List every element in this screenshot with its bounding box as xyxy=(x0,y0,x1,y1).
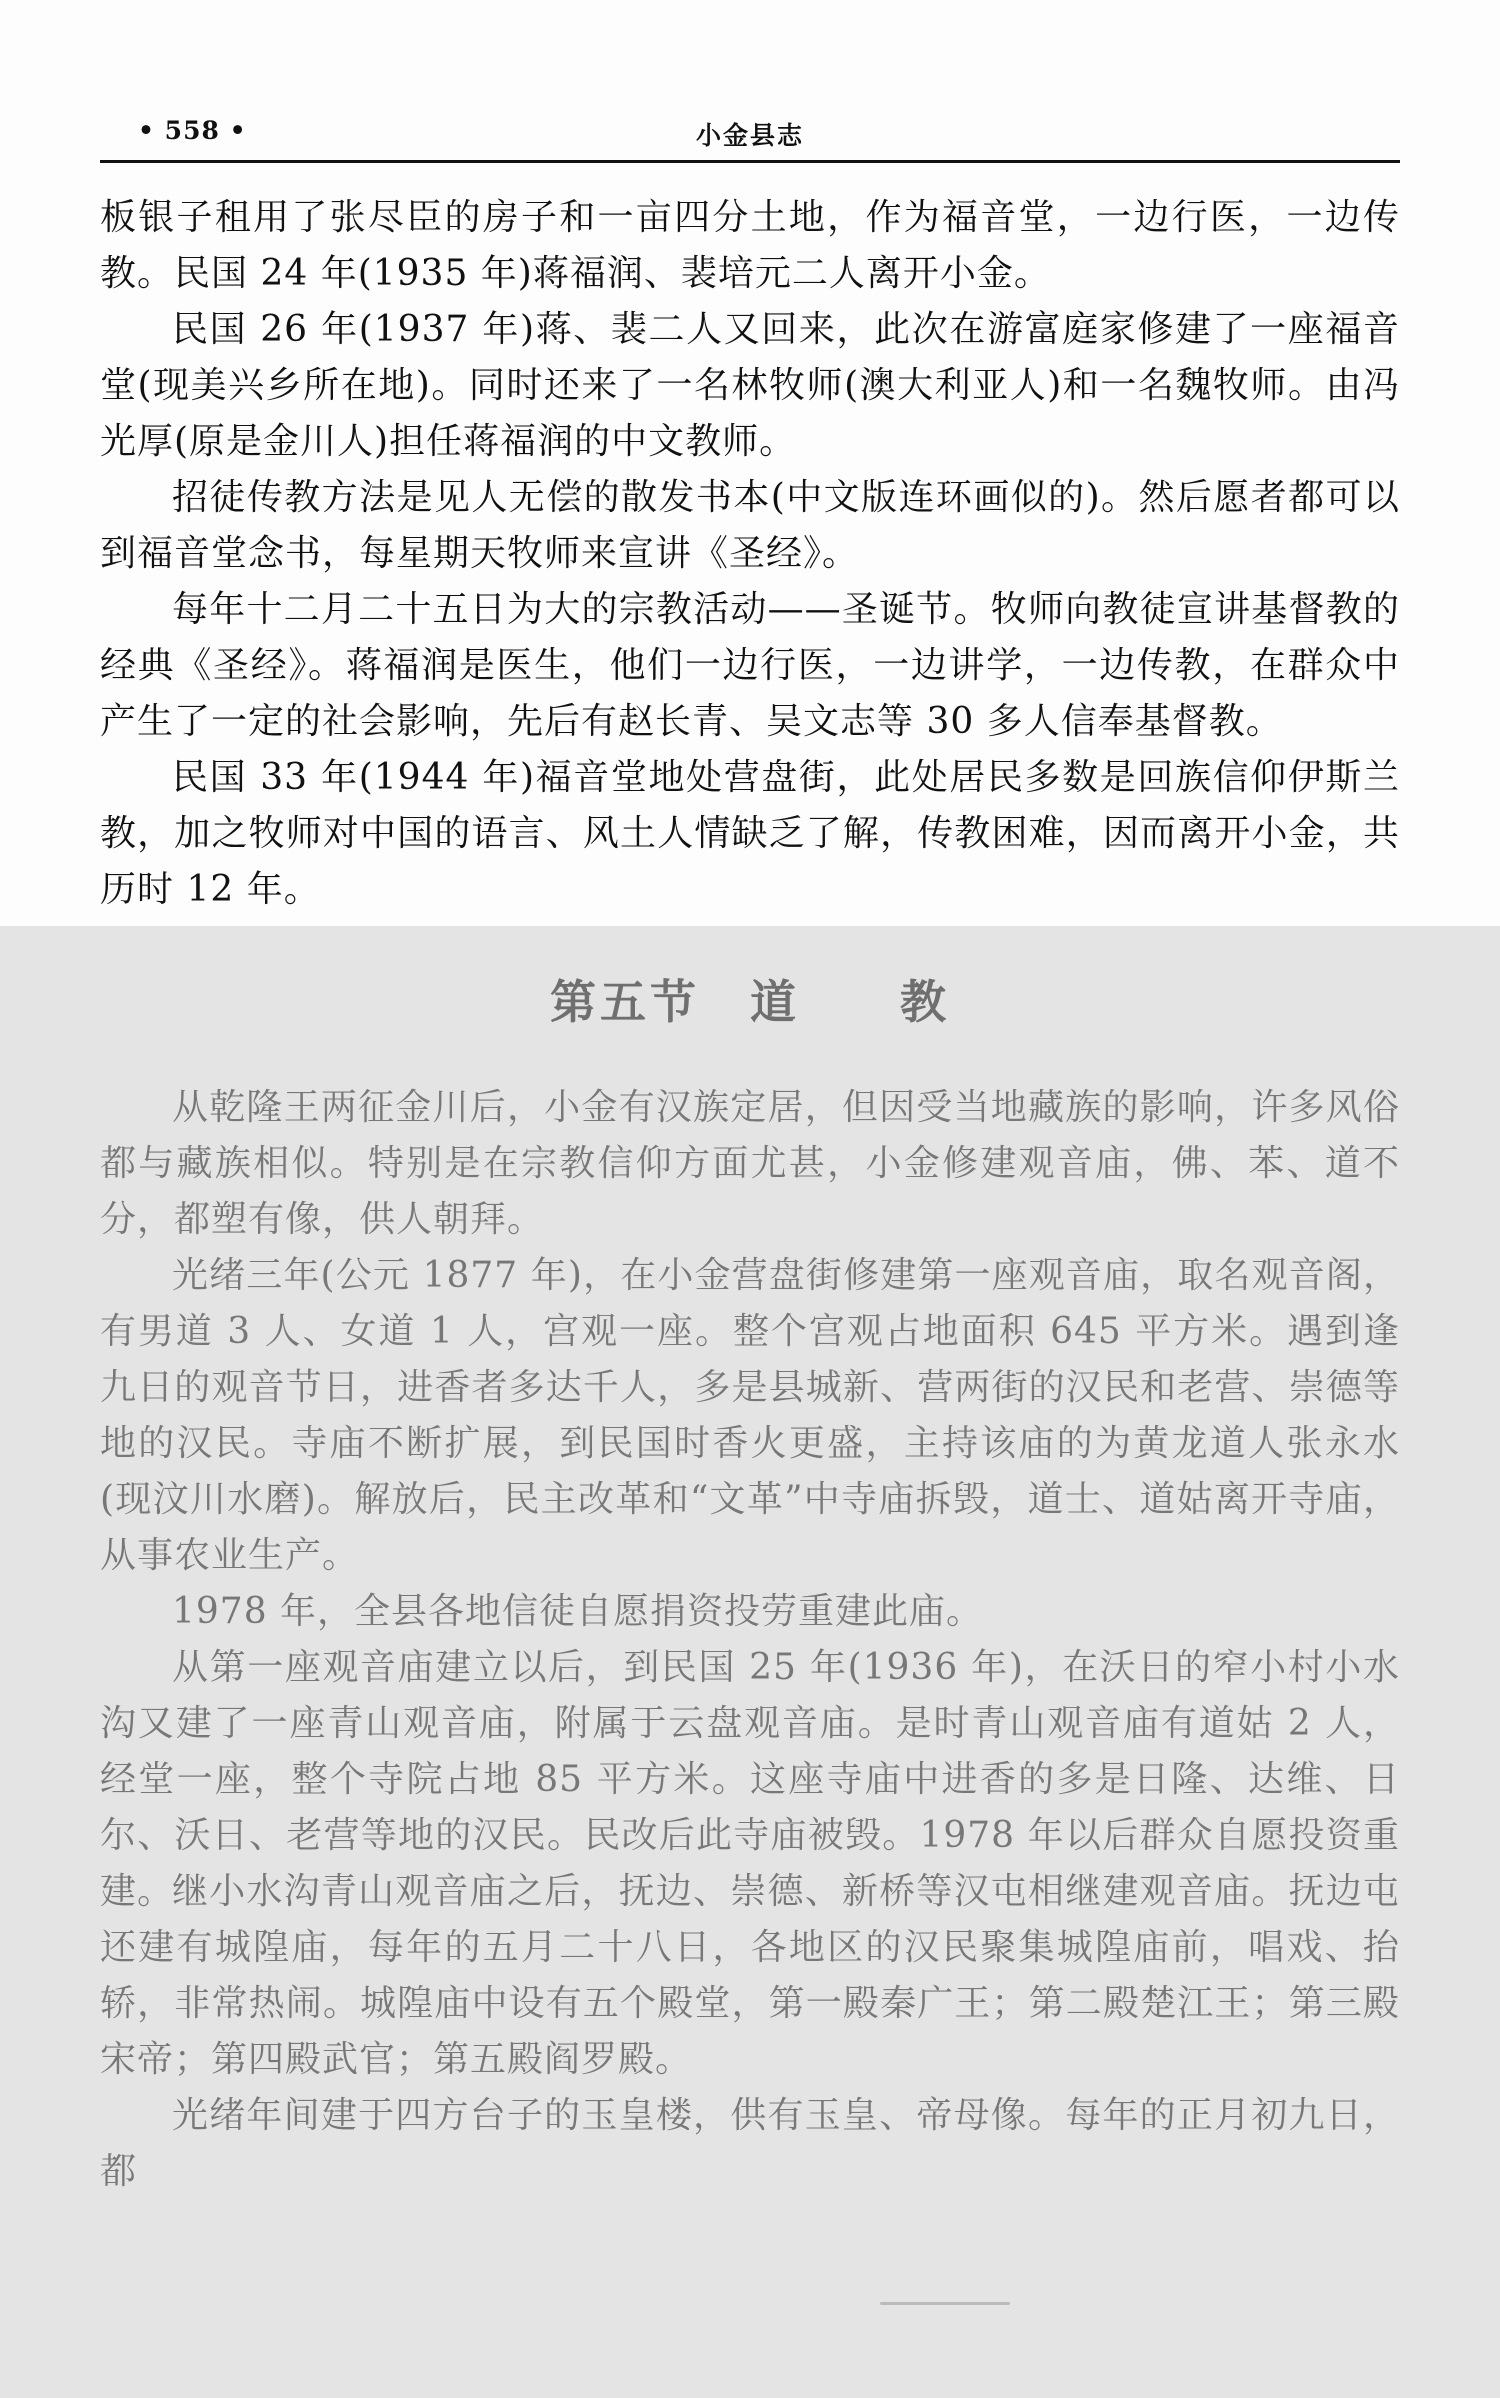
paragraph: 从乾隆王两征金川后，小金有汉族定居，但因受当地藏族的影响，许多风俗都与藏族相似。特别是在宗教信仰方面尤甚，小金修建观音庙，佛、苯、道不分，都塑有像，供人朝拜。 xyxy=(100,1087,1400,1240)
paragraph: 每年十二月二十五日为大的宗教活动——圣诞节。牧师向教徒宣讲基督教的经典《圣经》。蒋福润是医生，他们一边行医，一边讲学，一边传教，在群众中产生了一定的社会影响，先后有赵长青、吴文志等 30 多人信奉基督教。 xyxy=(100,589,1400,742)
paragraph: 1978 年，全县各地信徒自愿捐资投劳重建此庙。 xyxy=(172,1591,984,1632)
scan-mark xyxy=(880,2302,1010,2305)
page-top-region xyxy=(0,0,1500,926)
paragraph: 从第一座观音庙建立以后，到民国 25 年(1936 年)，在沃日的窄小村小水沟又建了一座青山观音庙，附属于云盘观音庙。是时青山观音庙有道姑 2 人，经堂一座，整个寺院占地 85 平方米。这座寺庙中进香的多是日隆、达维、日尔、沃日、老营等地的汉民。民改后此寺庙被毁。1978 年以后群众自愿投资重建。 xyxy=(100,1647,1400,1912)
page-header xyxy=(100,112,1400,162)
header-rule xyxy=(100,160,1400,163)
running-title: 小金县志 xyxy=(695,121,804,150)
section-heading: 第五节 道 教 xyxy=(550,975,950,1029)
page-bottom-region xyxy=(0,926,1500,2398)
paragraph: 招徒传教方法是见人无偿的散发书本(中文版连环画似的)。然后愿者都可以到福音堂念书，每星期天牧师来宣讲《圣经》。 xyxy=(100,477,1400,574)
paragraph-continuation: 板银子租用了张尽臣的房子和一亩四分土地，作为福音堂，一边行医，一边传教。民国 24 年(1935 年)蒋福润、裴培元二人离开小金。 xyxy=(100,197,1400,294)
page-number: • 558 • xyxy=(138,116,247,145)
paragraph: 光绪年间建于四方台子的玉皇楼，供有玉皇、帝母像。每年的正月初九日，都 xyxy=(100,2095,1400,2192)
paragraph: 民国 26 年(1937 年)蒋、裴二人又回来，此次在游富庭家修建了一座福音堂(现美兴乡所在地)。同时还来了一名林牧师(澳大利亚人)和一名魏牧师。由冯光厚(原是金川人)担任蒋福润的中文教师。 xyxy=(100,309,1400,462)
paragraph: 民国 33 年(1944 年)福音堂地处营盘街，此处居民多数是回族信仰伊斯兰教，加之牧师对中国的语言、风土人情缺乏了解，传教困难，因而离开小金，共历时 12 年。 xyxy=(100,757,1400,910)
paragraph: 光绪三年(公元 1877 年)，在小金营盘街修建第一座观音庙，取名观音阁，有男道 3 人、女道 1 人，宫观一座。整个宫观占地面积 645 平方米。遇到逢九日的观音节日，进香者多达千人，多是县城新、营两街的汉民和老营、崇德等地的汉民。寺庙不断扩展，到民国时香火更盛，主持该庙的为黄龙道人张永水(现汶川水磨)。解放后，民主改革和“文革”中寺庙拆毁，道士、道姑离开寺庙，从事农业生产。 xyxy=(100,1255,1400,1576)
paragraph: 继小水沟青山观音庙之后，抚边、崇德、新桥等汉屯相继建观音庙。抚边屯还建有城隍庙，每年的五月二十八日，各地区的汉民聚集城隍庙前，唱戏、抬轿，非常热闹。城隍庙中设有五个殿堂，第一殿秦广王；第二殿楚江王；第三殿宋帝；第四殿武官；第五殿阎罗殿。 xyxy=(100,1871,1400,2080)
